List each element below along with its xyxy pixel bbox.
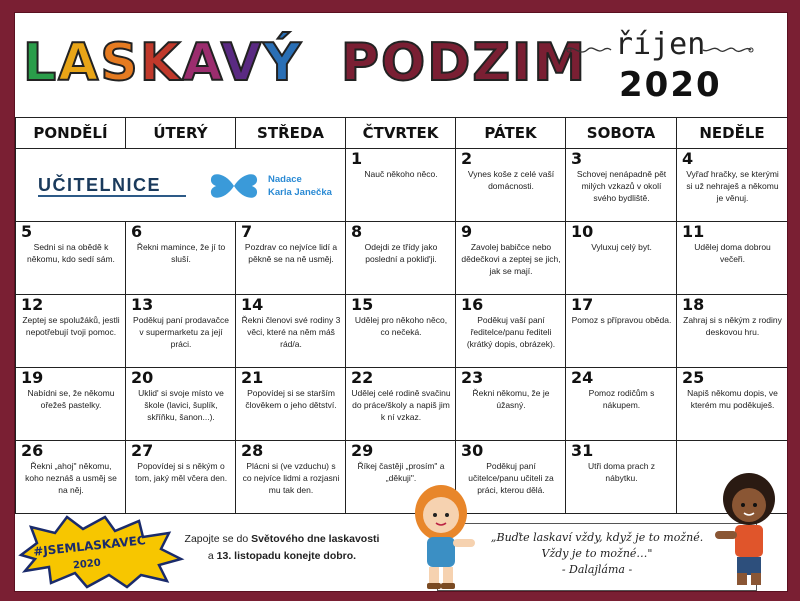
day-task: Vyřaď hračky, se kterými si už nehraješ a někomu je věnuj. [686,169,779,203]
week-row [16,149,788,222]
day-cell [566,222,677,295]
day-number: 7 [241,222,253,241]
day-cell [677,295,788,368]
day-number: 26 [21,441,44,460]
day-task: Popovídej si se starším člověkem o jeho dětství. [245,388,337,410]
month-label: říjen [615,27,706,62]
day-task: Udělej celé rodině svačinu do práce/školy a napiš jim k ní vzkaz. [351,388,451,422]
day-task: Odejdi ze třídy jako poslední a poklid'ji. [364,242,438,264]
butterfly-logo-icon [208,169,260,203]
year-label: 2020 [619,65,722,105]
day-number: 30 [461,441,484,460]
day-cell [456,368,566,441]
day-number: 3 [571,149,583,168]
day-cell [346,368,456,441]
weekday-header-row [16,118,788,149]
day-cell [126,368,236,441]
day-number: 29 [351,441,374,460]
day-number: 21 [241,368,264,387]
day-cell [456,222,566,295]
day-task: Poděkuj vaší paní ředitelce/panu řediteli (krátký dopis, obrázek). [466,315,556,349]
day-number: 31 [571,441,594,460]
weekday-thursday: ČTVRTEK [346,118,456,149]
day-task: Poděkuj paní učitelce/panu učiteli za práci, kterou dělá. [468,461,554,495]
day-cell [236,368,346,441]
flourish-right-icon [701,41,757,59]
quote-line2: Vždy je to možné…" [541,547,653,560]
day-task: Vyluxuj celý byt. [591,242,652,252]
day-number: 15 [351,295,374,314]
day-task: Popovídej si s někým o tom, jaký měl včera den. [134,461,228,483]
title-letter: A [58,33,101,93]
day-task: Utři doma prach z nábytku. [587,461,656,483]
boy-illustration-icon [709,469,787,591]
day-cell [126,441,236,514]
day-cell [126,295,236,368]
day-number: 16 [461,295,484,314]
day-number: 14 [241,295,264,314]
girl-illustration-icon [399,479,483,591]
day-number: 9 [461,222,473,241]
weekday-saturday: SOBOTA [566,118,677,149]
day-cell [677,222,788,295]
day-cell [456,295,566,368]
day-cell [346,149,456,222]
day-cell [16,368,126,441]
invite-bold2: 13. listopadu konejte dobro. [216,550,357,562]
badge-hashtag: #JSEMLASKAVEC [32,533,147,559]
day-cell [346,222,456,295]
day-cell [16,295,126,368]
ucitelnice-logo: UČITELNICE [38,175,161,195]
title-letter: Ý [263,33,303,93]
day-cell [16,441,126,514]
week-row [16,222,788,295]
day-number: 1 [351,149,363,168]
footer [15,509,787,591]
day-task: Pomoz rodičům s nákupem. [588,388,655,410]
page-title [23,33,587,93]
day-task: Zavolej babičce nebo dědečkovi a zeptej se jich, jak se mají. [461,242,561,276]
day-number: 11 [682,222,705,241]
day-cell [126,222,236,295]
day-number: 8 [351,222,363,241]
day-task: Řekni mamince, že jí to sluší. [136,242,226,264]
day-cell [677,149,788,222]
day-number: 24 [571,368,594,387]
day-task: Nauč někoho něco. [364,169,438,179]
day-task: Zahraj si s někým z rodiny deskovou hru. [683,315,782,337]
day-number: 22 [351,368,374,387]
day-task: Napiš někomu dopis, ve kterém mu poděkuješ. [687,388,778,410]
title-letter: K [139,33,183,93]
day-cell [566,295,677,368]
day-task: Sedni si na obědě k někomu, kdo sedí sám. [27,242,115,264]
day-task: Řekni někomu, že je úžasný. [472,388,550,410]
weekday-sunday: NEDĚLE [677,118,788,149]
ucitelnice-underline [38,195,186,197]
day-task: Udělej pro někoho něco, co nečeká. [354,315,448,337]
invite-bold1: Světového dne laskavosti [251,533,380,545]
title-letter: A [182,33,221,93]
day-task: Poděkuj paní prodavačce v supermarketu za její práci. [133,315,229,349]
day-cell [566,149,677,222]
day-number: 2 [461,149,473,168]
flourish-left-icon [563,41,613,59]
calendar-grid [15,117,788,514]
day-number: 12 [21,295,44,314]
day-number: 19 [21,368,44,387]
day-task: Zeptej se spolužáků, jestli nepotřebují tvoji pomoc. [22,315,120,337]
day-number: 25 [682,368,705,387]
day-cell [236,441,346,514]
day-number: 17 [571,295,594,314]
day-number: 6 [131,222,143,241]
weekday-friday: PÁTEK [456,118,566,149]
day-cell [16,222,126,295]
quote-author: - Dalajláma - [561,563,633,576]
day-number: 4 [682,149,694,168]
nadace-logo-text [268,173,332,199]
day-number: 10 [571,222,594,241]
week-row [16,368,788,441]
nadace-line2: Karla Janečka [268,187,332,198]
invite-pre: Zapojte se do [184,533,252,545]
day-cell [236,295,346,368]
weekday-monday: PONDĚLÍ [16,118,126,149]
title-word-podzim: PODZIM [340,33,588,93]
day-number: 18 [682,295,705,314]
day-task: Plácni si (ve vzduchu) s co nejvíce lidmi a rozjasni mu tak den. [242,461,340,495]
invite-mid: a [207,550,217,562]
day-task: Pozdrav co nejvíce lidí a pěkně se na ně usměj. [244,242,338,264]
title-letter: S [100,33,140,93]
day-cell [236,222,346,295]
day-cell [677,368,788,441]
invite-text [177,531,387,565]
weekday-tuesday: ÚTERÝ [126,118,236,149]
day-task: Nabídni se, že někomu ořežeš pastelky. [27,388,115,410]
day-cell [456,149,566,222]
day-task: Říkej častěji „prosím" a „děkuji". [357,461,445,483]
title-word-laskavy [23,33,303,93]
day-number: 27 [131,441,154,460]
partner-logos [16,149,346,222]
day-number: 28 [241,441,264,460]
day-task: Řekni členovi své rodiny 3 věci, které na něm máš rád/a. [241,315,341,349]
day-cell [566,441,677,514]
nadace-line1: Nadace [268,174,302,185]
day-number: 13 [131,295,154,314]
weekday-wednesday: STŘEDA [236,118,346,149]
quote-line1: „Buďte laskaví vždy, když je to možné. [490,531,704,544]
day-cell [346,295,456,368]
day-cell [566,368,677,441]
day-task: Schovej nenápadně pět milých vzkazů v okolí svého bydliště. [576,169,667,203]
day-task: Pomoz s přípravou oběda. [571,315,672,325]
day-task: Uklid' si svoje místo ve škole (lavici, šuplík, skříňku, šanon...). [138,388,224,422]
title-letter: L [23,33,59,93]
day-number: 5 [21,222,33,241]
title-letter: V [220,33,264,93]
calendar-sheet [14,12,788,592]
day-number: 20 [131,368,154,387]
day-number: 23 [461,368,484,387]
week-row [16,295,788,368]
day-task: Vynes koše z celé vaší domácnosti. [467,169,555,191]
day-task: Řekni „ahoj" někomu, koho neznáš a usměj se na něj. [25,461,117,495]
badge-year: 2020 [72,557,102,572]
day-task: Udělej doma dobrou večeři. [694,242,771,264]
